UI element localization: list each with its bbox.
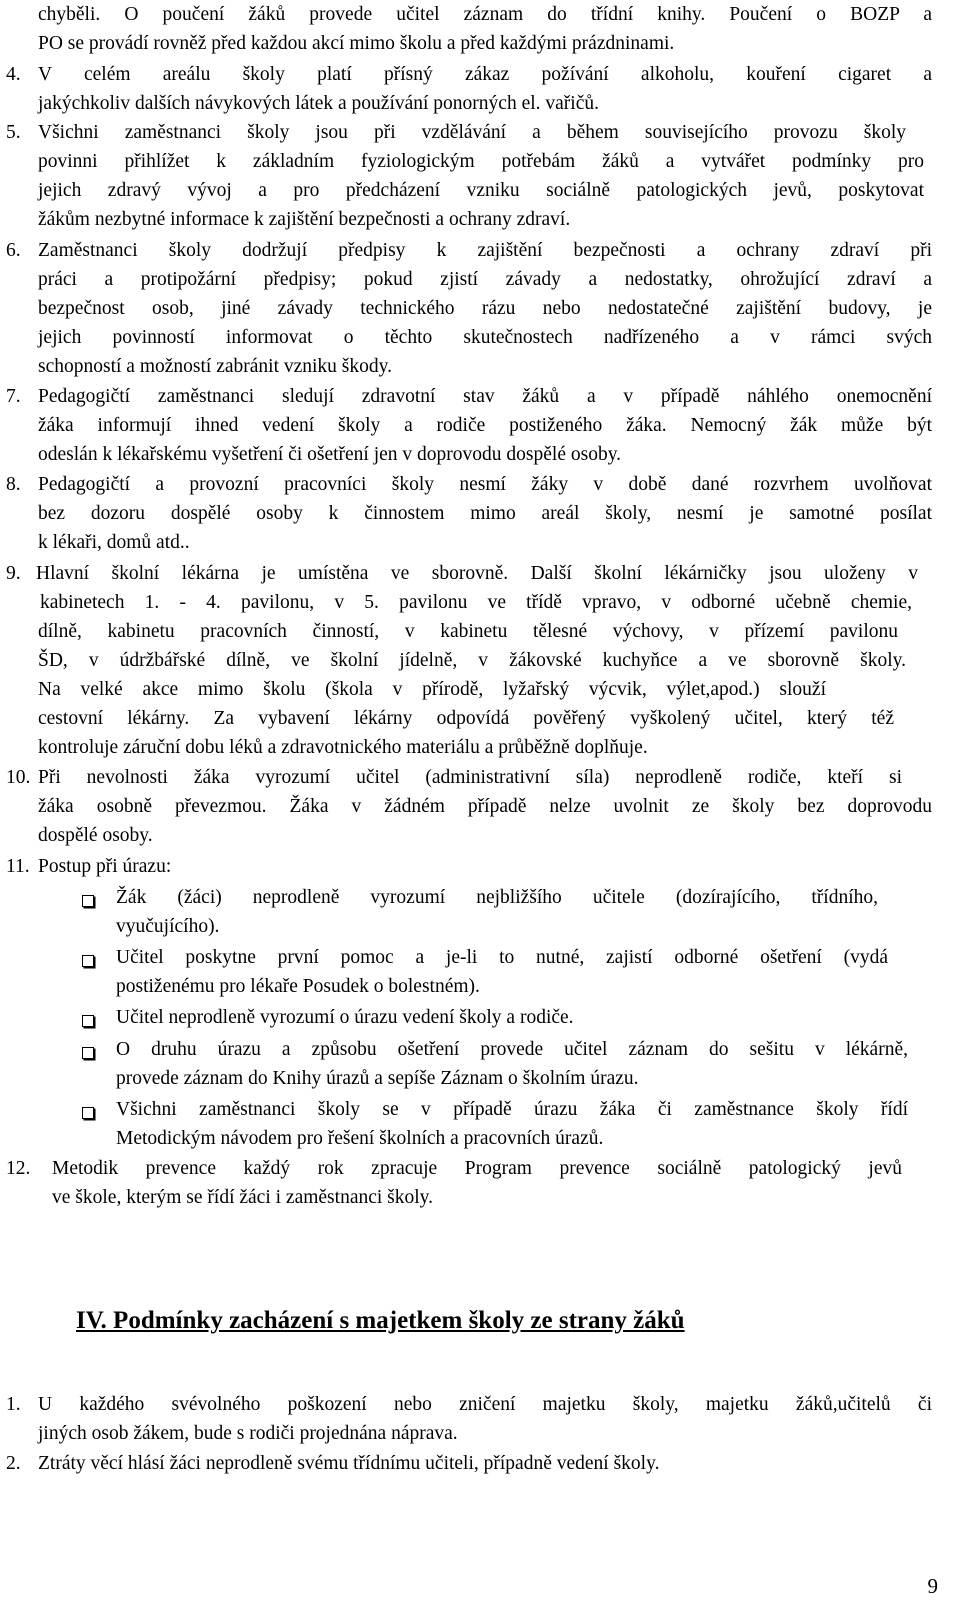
text-line: práci a protipožární předpisy; pokud zjistí závady a nedostatky, ohrožující zdraví a: [38, 269, 932, 290]
text-line: Ztráty věcí hlásí žáci neprodleně svému třídnímu učiteli, případně vedení školy.: [38, 1453, 660, 1474]
checkbox-bullet-icon: [82, 1107, 94, 1119]
text-line: odeslán k lékařskému vyšetření či ošetření jen v doprovodu dospělé osoby.: [38, 444, 622, 465]
checkbox-bullet-icon: [82, 1047, 94, 1059]
text-line: Hlavní školní lékárna je umístěna ve sborovně. Další školní lékárničky jsou uloženy v: [36, 563, 918, 584]
text-line: jejich zdravý vývoj a pro předcházení vzniku sociálně patologických jevů, poskytovat: [38, 180, 924, 201]
text-line: U každého svévolného poškození nebo zničení majetku školy, majetku žáků,učitelů či: [38, 1394, 932, 1415]
text-line: bezpečnost osob, jiné závady technického rázu nebo nedostatečné zajištění budovy, je: [38, 298, 932, 319]
text-line: jejich povinností informovat o těchto skutečnostech nadřízeného a v rámci svých: [38, 327, 932, 348]
text-line: žákům nezbytné informace k zajištění bezpečnosti a ochrany zdraví.: [38, 209, 571, 230]
text-line: povinni přihlížet k základním fyziologickým potřebám žáků a vytvářet podmínky pro: [38, 151, 924, 172]
item-number: 4.: [6, 64, 21, 85]
text-line: provede záznam do Knihy úrazů a sepíše Záznam o školním úrazu.: [116, 1068, 639, 1089]
text-line: kontroluje záruční dobu léků a zdravotnického materiálu a průběžně doplňuje.: [38, 737, 648, 758]
text-line: Postup při úrazu:: [38, 856, 172, 877]
text-line: ve škole, kterým se řídí žáci i zaměstnanci školy.: [52, 1187, 434, 1208]
item-number: 6.: [6, 240, 21, 261]
text-line: jiných osob žákem, bude s rodiči projednána náprava.: [38, 1423, 458, 1444]
text-line: dospělé osoby.: [38, 825, 153, 846]
text-line: Při nevolnosti žáka vyrozumí učitel (administrativní síla) neprodleně rodiče, kteří si: [38, 767, 902, 788]
text-line: Na velké akce mimo školu (škola v přírodě, lyžařský výcvik, výlet,apod.) slouží: [38, 679, 826, 700]
text-line: žáka informují ihned vedení školy a rodiče postiženého žáka. Nemocný žák může být: [38, 415, 932, 436]
text-line: Učitel poskytne první pomoc a je-li to nutné, zajistí odborné ošetření (vydá: [116, 947, 888, 968]
text-line: žáka osobně převezmou. Žáka v žádném případě nelze uvolnit ze školy bez doprovodu: [38, 796, 932, 817]
text-line: Zaměstnanci školy dodržují předpisy k zajištění bezpečnosti a ochrany zdraví při: [38, 240, 932, 261]
text-line: Metodik prevence každý rok zpracuje Program prevence sociálně patologický jevů: [52, 1158, 902, 1179]
checkbox-bullet-icon: [82, 1015, 94, 1027]
text-line: Učitel neprodleně vyrozumí o úrazu vedení školy a rodiče.: [116, 1007, 574, 1028]
item-number: 8.: [6, 474, 21, 495]
text-line: postiženému pro lékaře Posudek o bolestném).: [116, 976, 480, 997]
item-number: 5.: [6, 122, 21, 143]
text-line: kabinetech 1. - 4. pavilonu, v 5. pavilonu ve třídě vpravo, v odborné učebně chemie,: [40, 592, 912, 613]
item-number: 1.: [6, 1394, 21, 1415]
text-line: Všichni zaměstnanci školy jsou při vzdělávání a během souvisejícího provozu školy: [38, 122, 906, 143]
text-line: Všichni zaměstnanci školy se v případě úrazu žáka či zaměstnance školy řídí: [116, 1099, 908, 1120]
item-number: 12.: [6, 1158, 31, 1179]
text-line: vyučujícího).: [116, 916, 220, 937]
item-number: 2.: [6, 1453, 21, 1474]
text-line: dílně, kabinetu pracovních činností, v kabinetu tělesné výchovy, v přízemí pavilonu: [38, 621, 898, 642]
text-line: Metodickým návodem pro řešení školních a pracovních úrazů.: [116, 1128, 604, 1149]
text-line: ŠD, v údržbářské dílně, ve školní jídelně, v žákovské kuchyňce a ve sborovně školy.: [38, 650, 906, 671]
text-line: Pedagogičtí zaměstnanci sledují zdravotní stav žáků a v případě náhlého onemocnění: [38, 386, 932, 407]
text-line: jakýchkoliv dalších návykových látek a používání ponorných el. vařičů.: [38, 93, 599, 114]
item-number: 11.: [6, 856, 30, 877]
item-number: 7.: [6, 386, 21, 407]
section-heading: IV. Podmínky zacházení s majetkem školy ze strany žáků: [76, 1307, 685, 1334]
text-line: cestovní lékárny. Za vybavení lékárny odpovídá pověřený vyškolený učitel, který též: [38, 708, 894, 729]
text-line: V celém areálu školy platí přísný zákaz požívání alkoholu, kouření cigaret a: [38, 64, 932, 85]
checkbox-bullet-icon: [82, 955, 94, 967]
item-number: 10.: [6, 767, 31, 788]
text-line: Žák (žáci) neprodleně vyrozumí nejbližšího učitele (dozírajícího, třídního,: [116, 887, 878, 908]
text-line: Pedagogičtí a provozní pracovníci školy nesmí žáky v době dané rozvrhem uvolňovat: [38, 474, 932, 495]
item-number: 9.: [6, 563, 21, 584]
checkbox-bullet-icon: [82, 895, 94, 907]
text-line: PO se provádí rovněž před každou akcí mimo školu a před každými prázdninami.: [38, 33, 675, 54]
text-line: O druhu úrazu a způsobu ošetření provede učitel záznam do sešitu v lékárně,: [116, 1039, 908, 1060]
text-line: chyběli. O poučení žáků provede učitel záznam do třídní knihy. Poučení o BOZP a: [38, 4, 932, 25]
text-line: schopností a možností zabránit vzniku škody.: [38, 356, 393, 377]
text-line: k lékaři, domů atd..: [38, 532, 190, 553]
text-line: bez dozoru dospělé osoby k činnostem mimo areál školy, nesmí je samotné posílat: [38, 503, 932, 524]
page-number: 9: [927, 1574, 938, 1598]
